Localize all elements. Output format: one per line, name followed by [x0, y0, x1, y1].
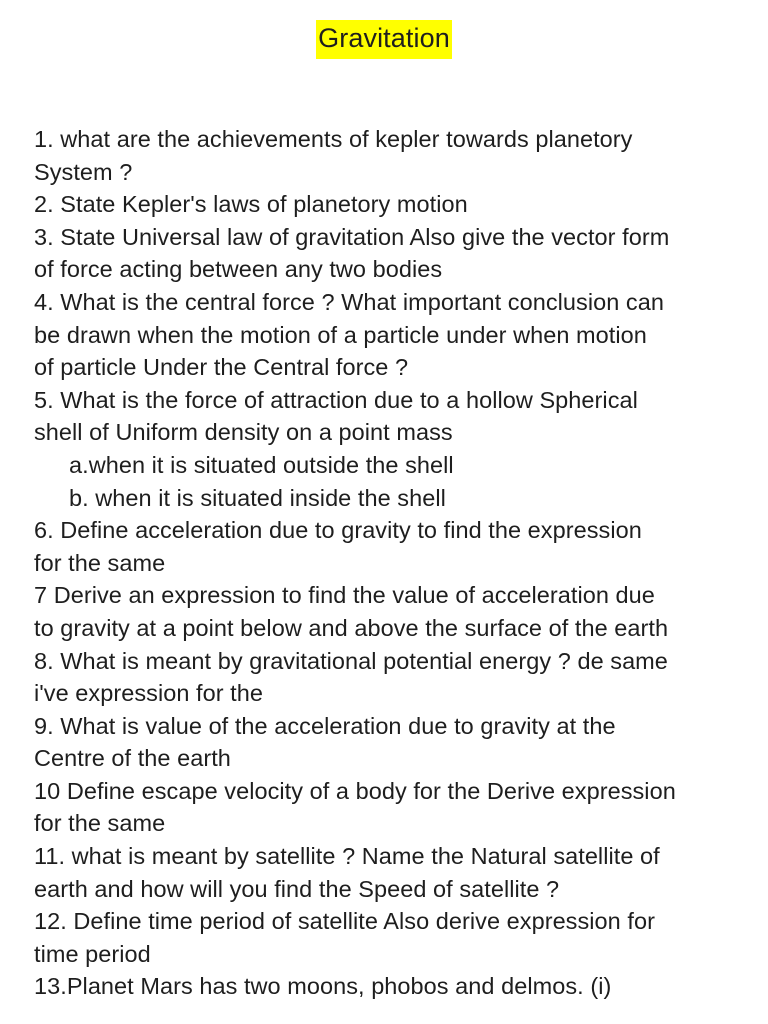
question-line: of force acting between any two bodies [34, 256, 443, 283]
question-line: i've expression for the [34, 680, 264, 707]
question-line: time period [34, 940, 151, 967]
question-line: 4. What is the central force ? What important conclusion can [34, 288, 664, 315]
question-list [34, 123, 734, 1003]
question-line: for the same [34, 810, 166, 837]
question-line: shell of Uniform density on a point mass [34, 419, 453, 446]
question-line: be drawn when the motion of a particle under when motion [34, 321, 647, 348]
question-line: 12. Define time period of satellite Also derive expression for [34, 908, 655, 935]
sub-question-line: b. when it is situated inside the shell [69, 484, 446, 511]
question-line: 3. State Universal law of gravitation Also give the vector form [34, 223, 670, 250]
question-line: 1. what are the achievements of kepler towards planetory [34, 126, 633, 152]
question-line: 13.Planet Mars has two moons, phobos and delmos. (i) [34, 973, 612, 1000]
question-line: 6. Define acceleration due to gravity to find the expression [34, 517, 642, 544]
question-line: to gravity at a point below and above the surface of the earth [34, 614, 669, 641]
question-line: Centre of the earth [34, 745, 231, 772]
question-line: 5. What is the force of attraction due to a hollow Spherical [34, 386, 638, 413]
question-line: 10 Define escape velocity of a body for the Derive expression [34, 777, 676, 804]
question-line: 9. What is value of the acceleration due to gravity at the [34, 712, 616, 739]
sub-question-line: a.when it is situated outside the shell [69, 451, 454, 478]
question-line: of particle Under the Central force ? [34, 354, 409, 381]
question-line: 7 Derive an expression to find the value of acceleration due [34, 582, 655, 609]
question-line: 11. what is meant by satellite ? Name the Natural satellite of [34, 843, 660, 870]
question-line: 2. State Kepler's laws of planetory motion [34, 191, 468, 218]
question-line: System ? [34, 158, 133, 185]
title-container [0, 20, 768, 59]
question-line: 8. What is meant by gravitational potential energy ? de same [34, 647, 668, 674]
page-title: Gravitation [316, 20, 452, 59]
question-line: for the same [34, 549, 166, 576]
question-line: earth and how will you find the Speed of satellite ? [34, 875, 560, 902]
